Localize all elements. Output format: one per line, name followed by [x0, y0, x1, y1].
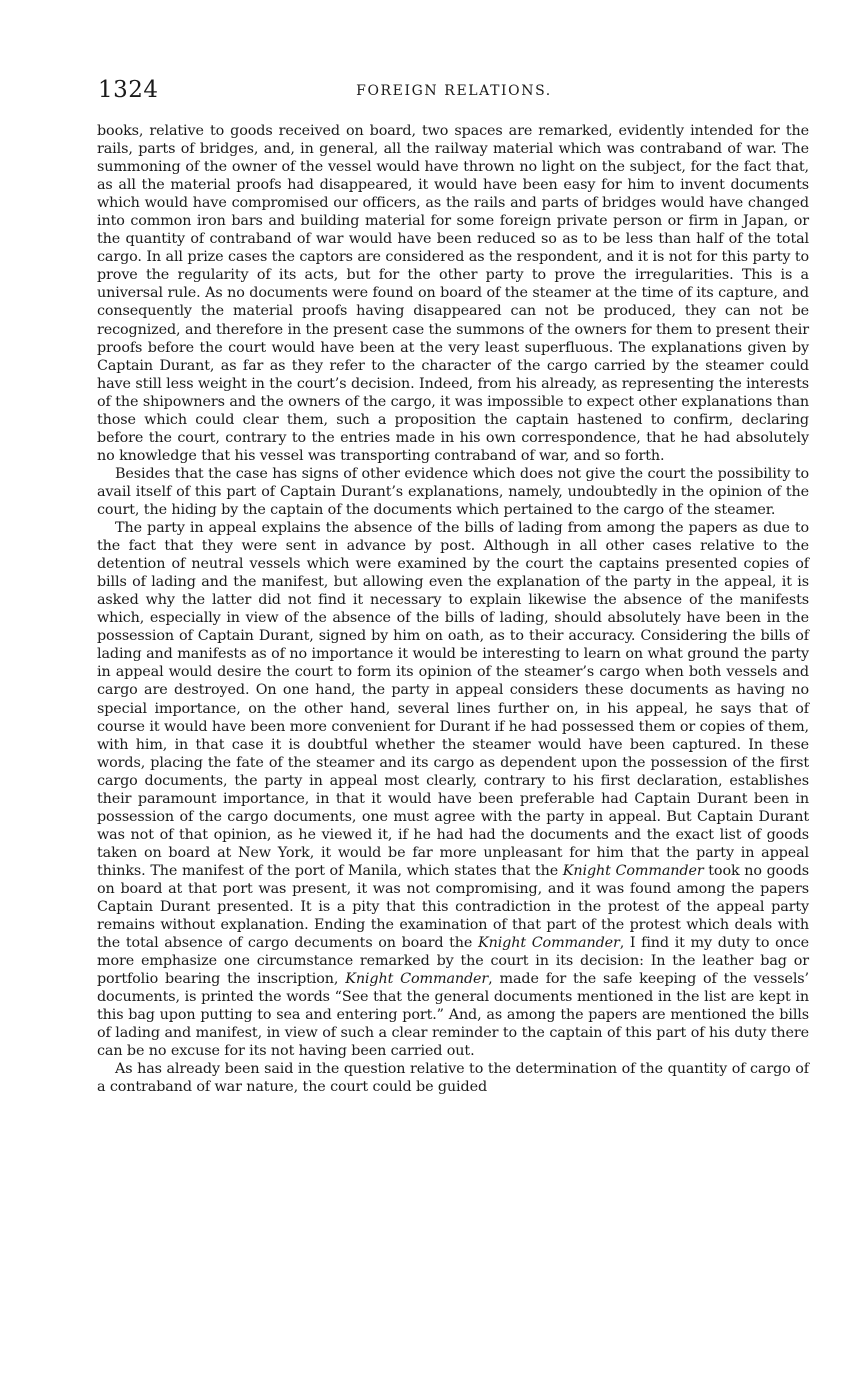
- paragraph-3: The party in appeal explains the absence of the bills of lading from among the papers as due to the fact that they were sent in advance by post. Although in all other cases relative to the detention of neutral vessels which were examined by the court the captains presented copies of bills of lading and the manifest, but allowing even the explanation of the party in the appeal, it is asked why the latter did not find it necessary to explain likewise the absence of the manifests which, especially in view of the absence of the bills of lading, should absolutely have been in the possession of Captain Durant, signed by him on oath, as to their accuracy. Considering the bills of lading and manifests as of no importance it would be interesting to learn on what ground the party in appeal would desire the court to form its opinion of the steamer’s cargo when both vessels and cargo are destroyed. On one hand, the party in appeal considers these documents as having no special importance, on the other hand, several lines further on, in his appeal, he says that of course it would have been more convenient for Durant if he had possessed them or copies of them, with him, in that case it is doubtful whether the steamer would have been captured. In these words, placing the fate of the steamer and its cargo as dependent upon the possession of the first cargo documents, the party in appeal most clearly, contrary to his first declaration, establishes their paramount importance, in that it would have been preferable had Captain Durant been in possession of the cargo documents, one must agree with the party in appeal. But Captain Durant was not of that opinion, as he viewed it, if he had had the documents and the exact list of goods taken on board at New York, it would be far more unpleasant for him that the party in appeal thinks. The manifest of the port of Manila, which states that the Knight Commander took no goods on board at that port was present, it was not compromising, and it was found among the papers Captain Durant presented. It is a pity that this contradiction in the protest of the appeal party remains without explanation. Ending the examination of that part of the protest which deals with the total absence of cargo decuments on board the Knight Commander, I find it my duty to once more emphasize one circumstance remarked by the court in its decision: In the leather bag or portfolio bearing the inscription, Knight Commander, made for the safe keeping of the vessels’ documents, is printed the words “See that the general documents mentioned in the list are kept in this bag upon putting to sea and entering port.” And, as among the papers are mentioned the bills of lading and manifest, in view of such a clear reminder to the captain of this part of his duty there can be no excuse for its not having been carried out.: [97, 520, 809, 1060]
- ship-name: Knight Commander: [345, 971, 489, 988]
- paragraph-1: books, relative to goods received on board, two spaces are remarked, evidently intended for the rails, parts of bridges, and, in general, all the railway material which was contraband of war. The summoning of the owner of the vessel would have thrown no light on the subject, for the fact that, as all the material proofs had disappeared, it would have been easy for him to invent documents which would have compromised our officers, as the rails and parts of bridges would have changed into common iron bars and building material for some foreign private person or firm in Japan, or the quantity of contraband of war would have been reduced so as to be less than half of the total cargo. In all prize cases the captors are considered as the respondent, and it is not for this party to prove the regularity of its acts, but for the other party to prove the irregularities. This is a universal rule. As no documents were found on board of the steamer at the time of its capture, and consequently the material proofs having disappeared can not be produced, they can not be recognized, and therefore in the present case the summons of the owners for them to present their proofs before the court would have been at the very least superfluous. The explanations given by Captain Durant, as far as they refer to the character of the cargo carried by the steamer could have still less weight in the court’s decision. Indeed, from his already, as representing the interests of the shipowners and the owners of the cargo, it was impossible to expect other explanations than those which could clear them, such a proposition the captain hastened to confirm, declaring before the court, contrary to the entries made in his own correspondence, that he had absolutely no knowledge that his vessel was transporting contraband of war, and so forth.: [97, 123, 809, 464]
- page-header: [98, 76, 810, 106]
- page-number: 1324: [98, 77, 159, 103]
- running-title: FOREIGN RELATIONS.: [356, 83, 552, 99]
- paragraph-4: As has already been said in the question relative to the determination of the quantity of cargo of a contraband of war nature, the court could be guided: [97, 1061, 809, 1096]
- ship-name: Knight Commander: [477, 935, 620, 952]
- ship-name: Knight Commander: [562, 862, 704, 879]
- paragraph-2: Besides that the case has signs of other evidence which does not give the court the possibility to avail itself of this part of Captain Durant’s explanations, namely, undoubtedly in the opinion of the court, the hiding by the captain of the documents which pertained to the cargo of the steamer.: [97, 465, 809, 518]
- body-text: [97, 122, 809, 1097]
